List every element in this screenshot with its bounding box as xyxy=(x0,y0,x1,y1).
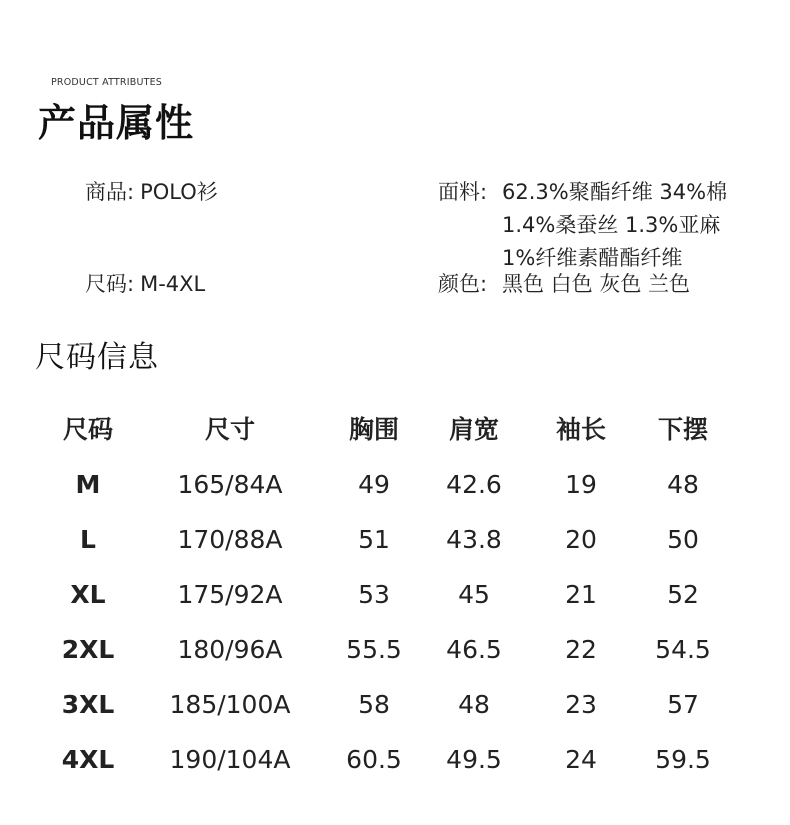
attr-size-range xyxy=(85,268,205,301)
size-label-cell: 2XL xyxy=(61,635,115,664)
attr-product-label: 商品: xyxy=(85,180,135,204)
table-cell: 170/88A xyxy=(177,525,283,554)
attr-colors-label: 颜色: xyxy=(438,272,488,296)
table-row xyxy=(0,512,790,567)
attr-colors xyxy=(438,268,690,301)
table-cell: 185/100A xyxy=(169,690,291,719)
table-cell: 21 xyxy=(565,580,597,609)
table-cell: 60.5 xyxy=(346,745,402,774)
table-cell: 45 xyxy=(458,580,490,609)
section-eyebrow: PRODUCT ATTRIBUTES xyxy=(51,77,163,88)
attr-fabric-line: 1.4%桑蚕丝 1.3%亚麻 xyxy=(502,213,721,237)
table-cell: 180/96A xyxy=(177,635,283,664)
column-header: 肩宽 xyxy=(448,415,500,444)
attr-size-value: M-4XL xyxy=(140,272,206,296)
table-cell: 57 xyxy=(667,690,699,719)
table-cell: 50 xyxy=(667,525,699,554)
page-title: 产品属性 xyxy=(38,101,195,145)
attr-fabric-label: 面料: xyxy=(438,180,488,204)
table-row xyxy=(0,567,790,622)
column-header: 胸围 xyxy=(348,415,400,444)
table-cell: 19 xyxy=(565,470,597,499)
table-row xyxy=(0,732,790,787)
table-cell: 175/92A xyxy=(177,580,283,609)
column-header: 下摆 xyxy=(657,415,709,444)
size-label-cell: 4XL xyxy=(61,745,115,774)
table-cell: 20 xyxy=(565,525,597,554)
table-cell: 49 xyxy=(358,470,390,499)
column-header: 尺码 xyxy=(62,415,114,444)
table-cell: 48 xyxy=(667,470,699,499)
attr-fabric-line: 1%纤维素醋酯纤维 xyxy=(502,246,683,270)
table-row xyxy=(0,622,790,677)
size-info-title: 尺码信息 xyxy=(35,340,159,375)
table-cell: 51 xyxy=(358,525,390,554)
attr-product xyxy=(85,176,218,209)
attr-fabric xyxy=(438,176,727,275)
attr-fabric-line: 62.3%聚酯纤维 34%棉 xyxy=(502,180,728,204)
table-cell: 59.5 xyxy=(655,745,711,774)
attr-product-value: POLO衫 xyxy=(140,180,218,204)
table-cell: 22 xyxy=(565,635,597,664)
table-cell: 46.5 xyxy=(446,635,502,664)
table-cell: 54.5 xyxy=(655,635,711,664)
attr-size-label: 尺码: xyxy=(85,272,135,296)
table-cell: 52 xyxy=(667,580,699,609)
column-header: 袖长 xyxy=(555,415,607,444)
table-row xyxy=(0,457,790,512)
size-label-cell: 3XL xyxy=(61,690,115,719)
table-cell: 48 xyxy=(458,690,490,719)
table-cell: 53 xyxy=(358,580,390,609)
table-row xyxy=(0,677,790,732)
table-cell: 190/104A xyxy=(169,745,291,774)
attr-colors-value: 黑色 白色 灰色 兰色 xyxy=(502,272,691,296)
table-cell: 49.5 xyxy=(446,745,502,774)
size-label-cell: M xyxy=(75,470,101,499)
table-cell: 55.5 xyxy=(346,635,402,664)
table-cell: 58 xyxy=(358,690,390,719)
table-cell: 165/84A xyxy=(177,470,283,499)
size-label-cell: XL xyxy=(70,580,106,609)
column-header: 尺寸 xyxy=(204,415,256,444)
table-cell: 42.6 xyxy=(446,470,502,499)
table-cell: 43.8 xyxy=(446,525,502,554)
size-label-cell: L xyxy=(80,525,96,554)
table-cell: 23 xyxy=(565,690,597,719)
table-cell: 24 xyxy=(565,745,597,774)
table-header-row xyxy=(0,402,790,457)
